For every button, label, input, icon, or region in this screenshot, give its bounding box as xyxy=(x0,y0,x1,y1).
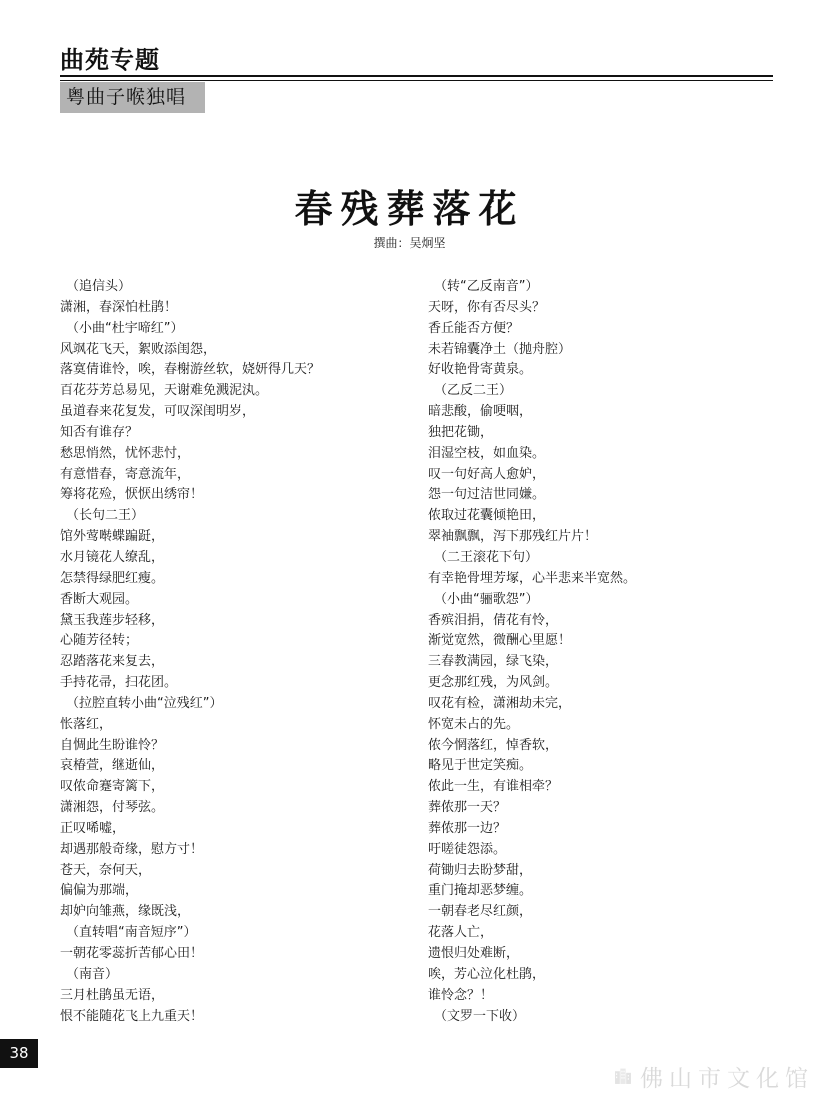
lyrics-right-column xyxy=(428,277,636,1027)
lyric-line: 却妒向雏燕，缘既浅， xyxy=(60,904,191,920)
lyric-line: 偏偏为那端， xyxy=(60,883,139,899)
lyric-line: 花落人亡， xyxy=(428,925,494,941)
lyric-line: 水月镜花人缭乱， xyxy=(60,549,165,565)
lyric-line: 暗悲酸，偷哽咽， xyxy=(428,404,533,420)
lyric-line: 心随芳径转； xyxy=(60,633,139,649)
lyric-line: 恨不能随花飞上九重天！ xyxy=(60,1008,204,1024)
lyric-line: 筹将花殓，恹恹出绣帘！ xyxy=(60,487,204,503)
lyric-line: 重门掩却恶梦缠。 xyxy=(428,883,533,899)
lyric-line: 潇湘怨，付琴弦。 xyxy=(60,800,165,816)
lyric-line: 唉，芳心泣化杜鹃， xyxy=(428,966,546,982)
lyric-line: 风飒花飞天，絮败添闺怨， xyxy=(60,341,217,357)
lyric-line: 香断大观园。 xyxy=(60,591,139,607)
lyric-line: 忍踏落花来复去， xyxy=(60,654,165,670)
lyric-line: 怀宽未占的先。 xyxy=(428,716,520,732)
lyric-line: 叹花有检，潇湘劫未完， xyxy=(428,695,572,711)
header-rule-thin xyxy=(60,80,773,81)
lyric-line: （直转唱“南音短序”） xyxy=(66,925,197,941)
building-logo-icon xyxy=(614,1059,632,1093)
lyric-line: 天呀，你有否尽头？ xyxy=(428,299,546,315)
lyric-line: （小曲“骊歌怨”） xyxy=(434,591,539,607)
poem-title: 春残葬落花 xyxy=(294,186,525,231)
lyric-line: 怎禁得绿肥红瘦。 xyxy=(60,570,165,586)
lyric-line: 怅落红， xyxy=(60,716,113,732)
lyric-line: 侬今惘落红，悼香软， xyxy=(428,737,559,753)
lyric-line: 虽道春来花复发，可叹深闺明岁， xyxy=(60,404,256,420)
lyric-line: 三月杜鹃虽无语， xyxy=(60,987,165,1003)
lyric-line: 独把花锄， xyxy=(428,424,494,440)
lyric-line: 香丘能否方便？ xyxy=(428,320,520,336)
lyric-line: 葬侬那一天？ xyxy=(428,800,507,816)
lyric-line: 翠袖飘飘，泻下那残红片片！ xyxy=(428,529,598,545)
section-subtitle: 粤曲子喉独唱 xyxy=(60,82,205,113)
lyric-line: 馆外莺啭蝶蹁跹， xyxy=(60,529,165,545)
lyric-line: 叹一句好高人愈妒， xyxy=(428,466,546,482)
lyric-line: 一朝春老尽红颜， xyxy=(428,904,533,920)
lyric-line: 吁嗟徒怨添。 xyxy=(428,841,507,857)
lyric-line: （南音） xyxy=(66,966,119,982)
lyric-line: 叹侬命蹇寄篱下， xyxy=(60,779,165,795)
lyric-line: 哀椿萱，继逝仙， xyxy=(60,758,165,774)
lyric-line: 泪湿空枝，如血染。 xyxy=(428,445,546,461)
lyric-line: 苍天，奈何天， xyxy=(60,862,152,878)
lyric-line: 知否有谁存？ xyxy=(60,424,139,440)
lyric-line: （转“乙反南音”） xyxy=(434,279,539,294)
lyric-line: 谁怜念？！ xyxy=(428,987,494,1003)
lyric-line: 却遇那般奇缘，慰方寸！ xyxy=(60,841,204,857)
lyric-line: 一朝花零蕊折苦郁心田！ xyxy=(60,946,204,961)
lyric-line: （文罗一下收） xyxy=(434,1008,526,1024)
lyric-line: 荷锄归去盼梦甜， xyxy=(428,862,533,878)
lyric-line: 好收艳骨寄黄泉。 xyxy=(428,362,533,378)
lyric-line: 有意惜春，寄意流年， xyxy=(60,466,191,482)
watermark-text: 佛山市文化馆 xyxy=(640,1065,814,1092)
lyric-line: 有幸艳骨埋芳塚，心半悲来半宽然。 xyxy=(428,570,637,586)
page-number: 38 xyxy=(0,1039,38,1068)
lyric-line: 渐觉宽然，微酬心里愿！ xyxy=(428,633,572,649)
lyrics-left-column xyxy=(60,277,320,1027)
section-title: 曲苑专题 xyxy=(60,46,160,74)
lyric-line: （二王滚花下句） xyxy=(434,549,539,565)
lyric-line: 香殡泪捐，倩花有怜， xyxy=(428,612,559,628)
lyric-line: 黛玉我莲步轻移， xyxy=(60,612,165,628)
header-rule-thick xyxy=(60,75,773,77)
lyric-line: 手持花帚，扫花团。 xyxy=(60,675,178,691)
lyric-line: 落寞倩谁怜，唉，春榭游丝软，娆妍得几天？ xyxy=(60,362,321,378)
lyric-line: （小曲“杜宇啼红”） xyxy=(66,320,184,336)
lyric-line: 略见于世定笑痴。 xyxy=(428,758,533,774)
watermark xyxy=(614,1058,814,1094)
lyric-line: （长句二王） xyxy=(66,508,145,524)
lyric-line: 未若锦囊净土（抛舟腔） xyxy=(428,341,572,357)
lyric-line: 葬侬那一边？ xyxy=(428,820,507,836)
lyric-line: （拉腔直转小曲“泣残红”） xyxy=(66,695,223,711)
lyric-line: 自惆此生盼谁怜？ xyxy=(60,737,165,753)
lyric-line: 愁思悄然，忧怀悲忖， xyxy=(60,445,191,461)
lyric-line: 侬此一生，有谁相牵？ xyxy=(428,779,559,795)
lyric-line: 潇湘，春深怕杜鹃！ xyxy=(60,299,178,315)
lyric-line: 更念那红残，为风剑。 xyxy=(428,675,559,691)
lyric-line: 三春教满园，绿飞染， xyxy=(428,654,559,670)
lyric-line: 怨一句过洁世同嫌。 xyxy=(428,487,546,503)
author-line: 撰曲：吴炯坚 xyxy=(373,236,446,250)
lyric-line: 百花芬芳总易见，天谢难免溅泥汍。 xyxy=(60,383,269,399)
lyric-line: 侬取过花囊倾艳田， xyxy=(428,508,546,524)
lyric-line: 遗恨归处难断， xyxy=(428,946,520,961)
lyric-line: （追信头） xyxy=(66,279,132,294)
lyric-line: 正叹唏嘘， xyxy=(60,820,126,836)
lyric-line: （乙反二王） xyxy=(434,383,513,399)
